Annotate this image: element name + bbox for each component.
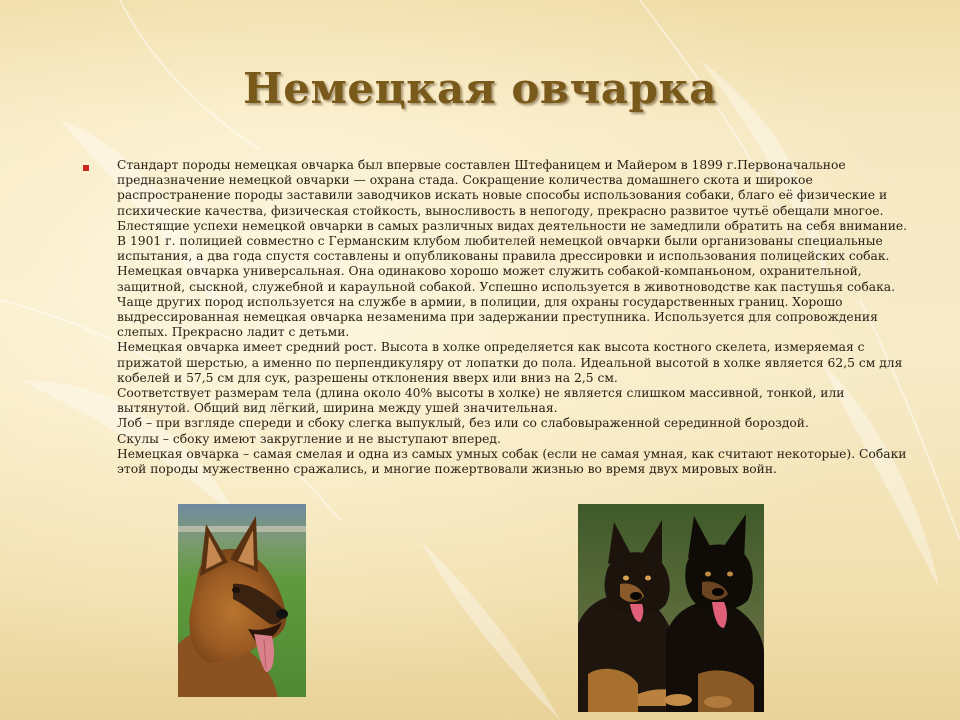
body-text (117, 158, 917, 477)
paragraph-proportions: Соответствует размерам тела (длина около 40% высоты в холке) не является слишком массивной, тонкой, или вытянутой. Общий вид лёгкий, ширина между ушей значительная. (117, 386, 845, 416)
shepherd-head-photo (178, 504, 306, 697)
two-shepherds-photo (578, 504, 764, 712)
paragraph-bravery: Немецкая овчарка – самая смелая и одна из самых умных собак (если не самая умная, как считают некоторые). Собаки этой породы мужественно сражались, и многие пожертвовали жизнью во время двух мировых войн. (117, 446, 907, 477)
paragraph-cheekbones: Скулы – сбоку имеют закругление и не выступают вперед. (117, 431, 501, 446)
paragraph-forehead: Лоб – при взгляде спереди и сбоку слегка выпуклый, без или со слабовыраженной серединной бороздой. (117, 416, 809, 431)
slide-title: Немецкая овчарка (243, 64, 717, 113)
paragraph-height: Немецкая овчарка имеет средний рост. Высота в холке определяется как высота костного скелета, измеряемая с прижатой шерстью, а именно по перпендикуляру от лопатки до пола. Идеальной высотой в холке является 62,5 см для кобелей и 57,5 см для сук, разрешены отклонения вверх или вниз на 2,5 см. (117, 340, 903, 385)
paragraph-history: Стандарт породы немецкая овчарка был впервые составлен Штефаницем и Майером в 1899 г.Первоначальное предназначение немецкой овчарки — охрана стада. Сокращение количества домашнего скота и широкое распространение породы заставили заводчиков искать новые способы использования собаки, благо её физические и психические качества, физическая стойкость, выносливость в непогоду, прекрасно развитое чутьё обещали многое. Блестящие успехи немецкой овчарки в самых различных видах деятельности не замедлили обратить на себя внимание. В 1901 г. полицией совместно с Германским клубом любителей немецкой овчарки были организованы специальные испытания, а два года спустя составлены и опубликованы правила дрессировки и использования полицейских собак. (117, 158, 908, 264)
paragraph-usage: Немецкая овчарка универсальная. Она одинаково хорошо может служить собакой-компаньоном, охранительной, защитной, сыскной, служебной и караульной собакой. Успешно используется в животноводстве как пастушья собака. Чаще других пород используется на службе в армии, в полиции, для охраны государственных границ. Хорошо выдрессированная немецкая овчарка незаменима при задержании преступника. Используется для сопровождения слепых. Прекрасно ладит с детьми. (117, 264, 895, 340)
bullet-marker-icon (83, 165, 89, 171)
